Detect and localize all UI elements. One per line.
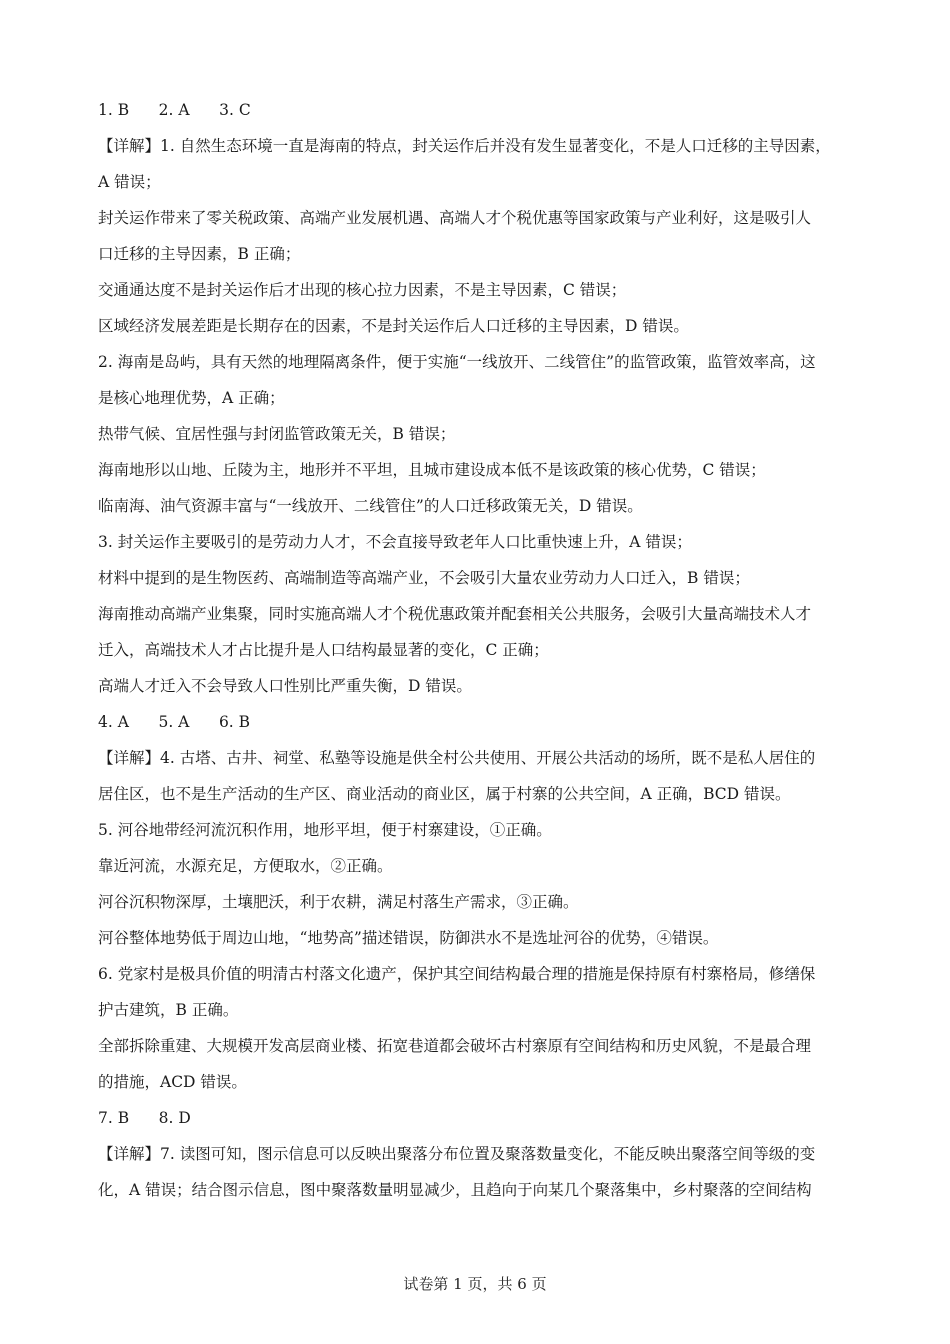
text-line: 【详解】4. 古塔、古井、祠堂、私塾等设施是供全村公共使用、开展公共活动的场所，既不是私人居住的: [98, 749, 816, 767]
text-line: 区域经济发展差距是长期存在的因素，不是封关运作后人口迁移的主导因素，D 错误。: [98, 317, 689, 335]
text-line: 是核心地理优势，A 正确；: [98, 389, 285, 407]
text-line: 交通通达度不是封关运作后才出现的核心拉力因素，不是主导因素，C 错误；: [98, 281, 627, 299]
text-line: 海南推动高端产业集聚，同时实施高端人才个税优惠政策并配套相关公共服务，会吸引大量高端技术人才: [98, 605, 812, 623]
text-line: 河谷整体地势低于周边山地，“地势高”描述错误，防御洪水不是选址河谷的优势，④错误。: [98, 929, 719, 947]
text-line: 封关运作带来了零关税政策、高端产业发展机遇、高端人才个税优惠等国家政策与产业利好，这是吸引人: [98, 209, 812, 227]
text-line: 口迁移的主导因素，B 正确；: [98, 245, 301, 263]
text-line: 2. 海南是岛屿，具有天然的地理隔离条件，便于实施“一线放开、二线管住”的监管政策，监管效率高，这: [98, 353, 816, 371]
text-line: 海南地形以山地、丘陵为主，地形并不平坦，且城市建设成本低不是该政策的核心优势，C 错误；: [98, 461, 766, 479]
text-line: 材料中提到的是生物医药、高端制造等高端产业，不会吸引大量农业劳动力人口迁入，B 错误；: [98, 569, 750, 587]
text-line: 迁入，高端技术人才占比提升是人口结构最显著的变化，C 正确；: [98, 641, 549, 659]
text-line: 5. 河谷地带经河流沉积作用，地形平坦，便于村寨建设，①正确。: [98, 821, 552, 839]
text-line: 河谷沉积物深厚，土壤肥沃，利于农耕，满足村落生产需求，③正确。: [98, 893, 579, 911]
text-line: 【详解】1. 自然生态环境一直是海南的特点，封关运作后并没有发生显著变化，不是人口迁移的主导因素，: [98, 137, 831, 155]
text-line: 临南海、油气资源丰富与“一线放开、二线管住”的人口迁移政策无关，D 错误。: [98, 497, 643, 515]
text-line: 全部拆除重建、大规模开发高层商业楼、拓宽巷道都会破坏古村寨原有空间结构和历史风貌，不是最合理: [98, 1037, 812, 1055]
text-line: 化，A 错误；结合图示信息，图中聚落数量明显减少，且趋向于向某几个聚落集中，乡村聚落的空间结构: [98, 1181, 812, 1199]
page-footer: 试卷第 1 页，共 6 页: [403, 1275, 547, 1293]
text-line: 居住区，也不是生产活动的生产区、商业活动的商业区，属于村寨的公共空间，A 正确，BCD 错误。: [98, 785, 791, 803]
answer-line-7-8: 7. B 8. D: [98, 1109, 191, 1127]
answer-line-1-3: 1. B 2. A 3. C: [98, 101, 251, 119]
text-line: 高端人才迁入不会导致人口性别比严重失衡，D 错误。: [98, 677, 472, 695]
text-line: 6. 党家村是极具价值的明清古村落文化遗产，保护其空间结构最合理的措施是保持原有村寨格局，修缮保: [98, 965, 816, 983]
text-line: 的措施，ACD 错误。: [98, 1073, 247, 1091]
text-line: 靠近河流，水源充足，方便取水，②正确。: [98, 857, 393, 875]
text-line: 热带气候、宜居性强与封闭监管政策无关，B 错误；: [98, 425, 456, 443]
text-line: 3. 封关运作主要吸引的是劳动力人才，不会直接导致老年人口比重快速上升，A 错误；: [98, 533, 692, 551]
answer-line-4-6: 4. A 5. A 6. B: [98, 713, 251, 731]
text-line: 护古建筑，B 正确。: [98, 1001, 239, 1019]
text-line: 【详解】7. 读图可知，图示信息可以反映出聚落分布位置及聚落数量变化，不能反映出聚落空间等级的变: [98, 1145, 816, 1163]
text-line: A 错误；: [98, 173, 161, 191]
